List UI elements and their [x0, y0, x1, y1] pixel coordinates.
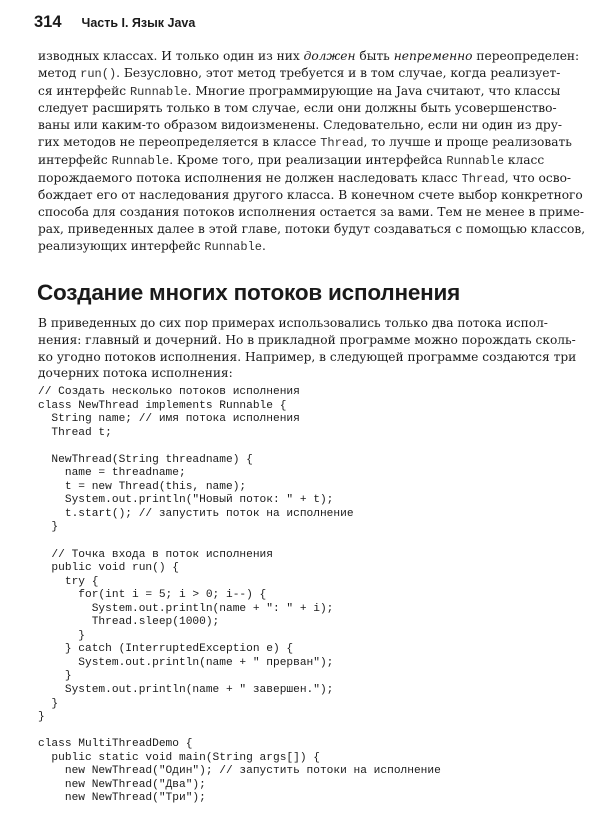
code-line: public void run() {	[38, 562, 179, 575]
code-line: // Точка входа в поток исполнения	[38, 548, 273, 561]
text-run: . Кроме того, при реализации интерфейса	[169, 152, 447, 167]
code-line: }	[38, 711, 45, 724]
text-line	[38, 83, 568, 101]
inline-code: Thread	[461, 171, 505, 186]
text-line	[38, 332, 576, 349]
text-run: В приведенных до сих пор примерах использовались только два потока испол-	[38, 316, 548, 330]
code-line: }	[38, 521, 59, 534]
text-line	[38, 204, 585, 221]
text-run: ся интерфейс	[38, 83, 130, 98]
code-line: System.out.println(name + " завершен.");	[38, 684, 334, 697]
inline-code: Runnable	[204, 239, 262, 254]
text-run: , то лучше и проще реализовать	[363, 134, 572, 149]
inline-code: Runnable	[129, 84, 188, 99]
code-line: }	[38, 670, 72, 683]
section-paragraph	[38, 315, 577, 382]
code-line	[38, 440, 441, 454]
text-line	[38, 152, 568, 170]
page-number: 314	[34, 13, 62, 31]
inline-code: run()	[80, 66, 117, 81]
text-run: класс	[504, 152, 545, 167]
emphasis: должен	[303, 49, 356, 63]
text-run: интерфейс	[38, 152, 112, 167]
text-line	[38, 134, 572, 152]
text-run: дочерних потока исполнения:	[38, 366, 233, 381]
text-run: .	[261, 238, 266, 253]
text-line	[38, 238, 568, 256]
code-line: class NewThread implements Runnable {	[38, 399, 287, 412]
text-run: гих методов не переопределяется в классе	[38, 134, 321, 149]
text-run: способа для создания потоков исполнения остается за вами. Тем не менее в приме-	[38, 205, 585, 220]
text-run: ко угодно потоков исполнения. Например, в следующей программе создаются три	[38, 349, 577, 364]
text-run: ваны или каким-то образом видоизменены. Следовательно, если ни один из дру-	[38, 118, 563, 133]
code-line: class MultiThreadDemo {	[38, 738, 193, 751]
text-run: следует расширять только в том случае, если они должны быть усовершенство-	[38, 101, 557, 116]
code-listing	[38, 386, 441, 806]
code-line: Thread t;	[38, 426, 112, 439]
text-run: метод	[38, 65, 81, 80]
text-run: , что осво-	[504, 170, 572, 185]
code-line: System.out.println("Новый поток: " + t);	[38, 494, 334, 507]
code-line: System.out.println(name + " прерван");	[38, 656, 334, 669]
code-line: t.start(); // запустить поток на исполнение	[38, 507, 354, 520]
section-heading: Создание многих потоков исполнения	[37, 280, 461, 305]
text-run: порождаемого потока исполнения не должен наследовать класс	[38, 170, 462, 185]
intro-paragraph	[38, 48, 586, 256]
text-line	[38, 221, 586, 238]
code-line: System.out.println(name + ": " + i);	[38, 602, 334, 615]
page-header	[34, 13, 195, 37]
code-line: for(int i = 5; i > 0; i--) {	[38, 589, 267, 602]
text-line	[38, 117, 568, 134]
inline-code: Thread	[320, 135, 364, 150]
code-line: // Создать несколько потоков исполнения	[38, 386, 300, 398]
text-run: . Многие программирующие на Java считают, что классы	[187, 83, 561, 98]
text-line	[38, 349, 577, 366]
text-run: переопределен:	[472, 49, 580, 63]
code-line: try {	[38, 575, 99, 588]
text-line	[38, 365, 568, 382]
code-line: new NewThread("Один"); // запустить потоки на исполнение	[38, 765, 441, 778]
code-line: String name; // имя потока исполнения	[38, 413, 300, 426]
code-line: NewThread(String threadname) {	[38, 453, 253, 466]
code-line: public static void main(String args[]) {	[38, 751, 320, 764]
code-line	[38, 535, 441, 549]
text-run: бождает его от наследования другого класса. В конечном счете выбор конкретного	[38, 188, 583, 203]
code-line: Thread.sleep(1000);	[38, 616, 220, 629]
text-run: рах, приведенных далее в этой главе, потоки будут создаваться с помощью классов,	[38, 221, 586, 236]
code-line: } catch (InterruptedException e) {	[38, 643, 294, 656]
text-run: нения: главный и дочерний. Но в прикладной программе можно порождать сколь-	[38, 332, 576, 347]
code-line: }	[38, 697, 59, 710]
inline-code: Runnable	[446, 153, 505, 168]
code-line: name = threadname;	[38, 467, 186, 480]
code-line: }	[38, 629, 85, 642]
text-run: реализующих интерфейс	[38, 238, 205, 253]
running-title: Часть I. Язык Java	[81, 16, 196, 30]
text-line	[38, 315, 568, 332]
emphasis: непременно	[393, 49, 473, 63]
text-line	[38, 170, 572, 188]
code-line: new NewThread("Два");	[38, 778, 206, 791]
text-run: . Безусловно, этот метод требуется и в том случае, когда реализует-	[116, 65, 561, 80]
code-line: new NewThread("Три");	[38, 792, 206, 805]
text-run: изводных классах. И только один из них	[38, 49, 304, 63]
code-line: t = new Thread(this, name);	[38, 480, 247, 493]
text-line	[38, 65, 568, 83]
code-line	[38, 725, 441, 739]
text-line	[38, 100, 568, 117]
text-run: быть	[355, 49, 394, 63]
text-line	[38, 48, 580, 65]
text-line	[38, 187, 583, 204]
inline-code: Runnable	[111, 153, 170, 168]
